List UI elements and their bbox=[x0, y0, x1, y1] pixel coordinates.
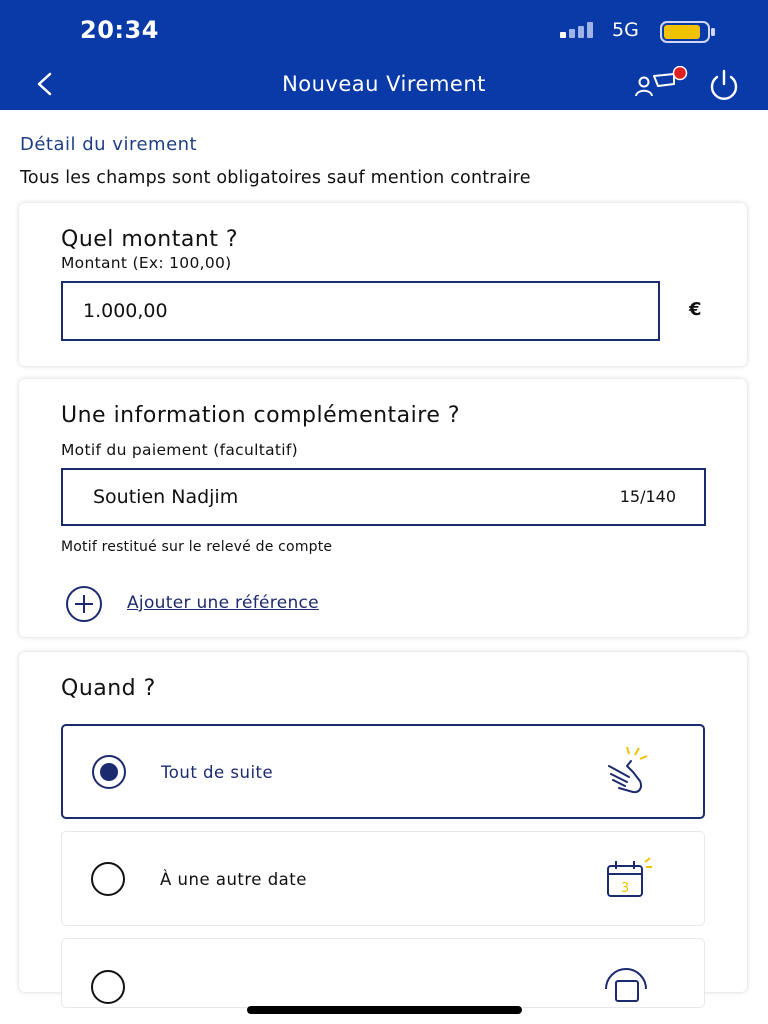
option-immediate[interactable] bbox=[61, 724, 705, 819]
calendar-icon bbox=[598, 852, 654, 908]
when-title: Quand ? bbox=[61, 676, 156, 701]
additional-info-title: Une information complémentaire ? bbox=[61, 403, 461, 428]
network-type: 5G bbox=[612, 19, 639, 41]
status-time: 20:34 bbox=[80, 16, 159, 44]
required-fields-note: Tous les champs sont obligatoires sauf mention contraire bbox=[20, 168, 531, 188]
when-card bbox=[19, 652, 747, 992]
amount-value: 1.000,00 bbox=[83, 300, 168, 322]
radio-selected-icon[interactable] bbox=[91, 754, 127, 790]
additional-info-card bbox=[19, 379, 747, 637]
cellular-signal-icon bbox=[560, 22, 602, 38]
payment-reason-value: Soutien Nadjim bbox=[93, 486, 239, 508]
power-logout-icon[interactable] bbox=[706, 68, 742, 104]
amount-input[interactable] bbox=[61, 281, 660, 341]
payment-reason-label: Motif du paiement (facultatif) bbox=[61, 441, 298, 459]
amount-card bbox=[19, 203, 747, 366]
amount-label: Montant (Ex: 100,00) bbox=[61, 254, 232, 272]
currency-symbol: € bbox=[689, 299, 702, 320]
character-counter: 15/140 bbox=[619, 487, 676, 506]
battery-icon bbox=[660, 21, 716, 43]
add-reference-link[interactable]: Ajouter une référence bbox=[127, 593, 319, 613]
radio-unselected-icon[interactable] bbox=[90, 969, 126, 1005]
payment-reason-hint: Motif restitué sur le relevé de compte bbox=[61, 539, 333, 555]
payment-reason-input[interactable] bbox=[61, 468, 706, 526]
snap-fingers-icon bbox=[599, 744, 655, 800]
option-recurring[interactable] bbox=[61, 938, 705, 1008]
option-other-date[interactable] bbox=[61, 831, 705, 926]
messages-notification-icon[interactable] bbox=[634, 66, 688, 100]
option-other-date-label: À une autre date bbox=[160, 870, 307, 889]
plus-circle-icon bbox=[65, 585, 103, 623]
svg-text:3: 3 bbox=[620, 881, 630, 896]
option-immediate-label: Tout de suite bbox=[161, 763, 274, 782]
amount-title: Quel montant ? bbox=[61, 227, 239, 252]
section-title: Détail du virement bbox=[20, 134, 198, 155]
app-header bbox=[0, 0, 768, 110]
page-title: Nouveau Virement bbox=[282, 72, 486, 96]
radio-unselected-icon[interactable] bbox=[90, 861, 126, 897]
recurring-calendar-icon bbox=[598, 963, 654, 1008]
home-indicator bbox=[247, 1006, 522, 1014]
